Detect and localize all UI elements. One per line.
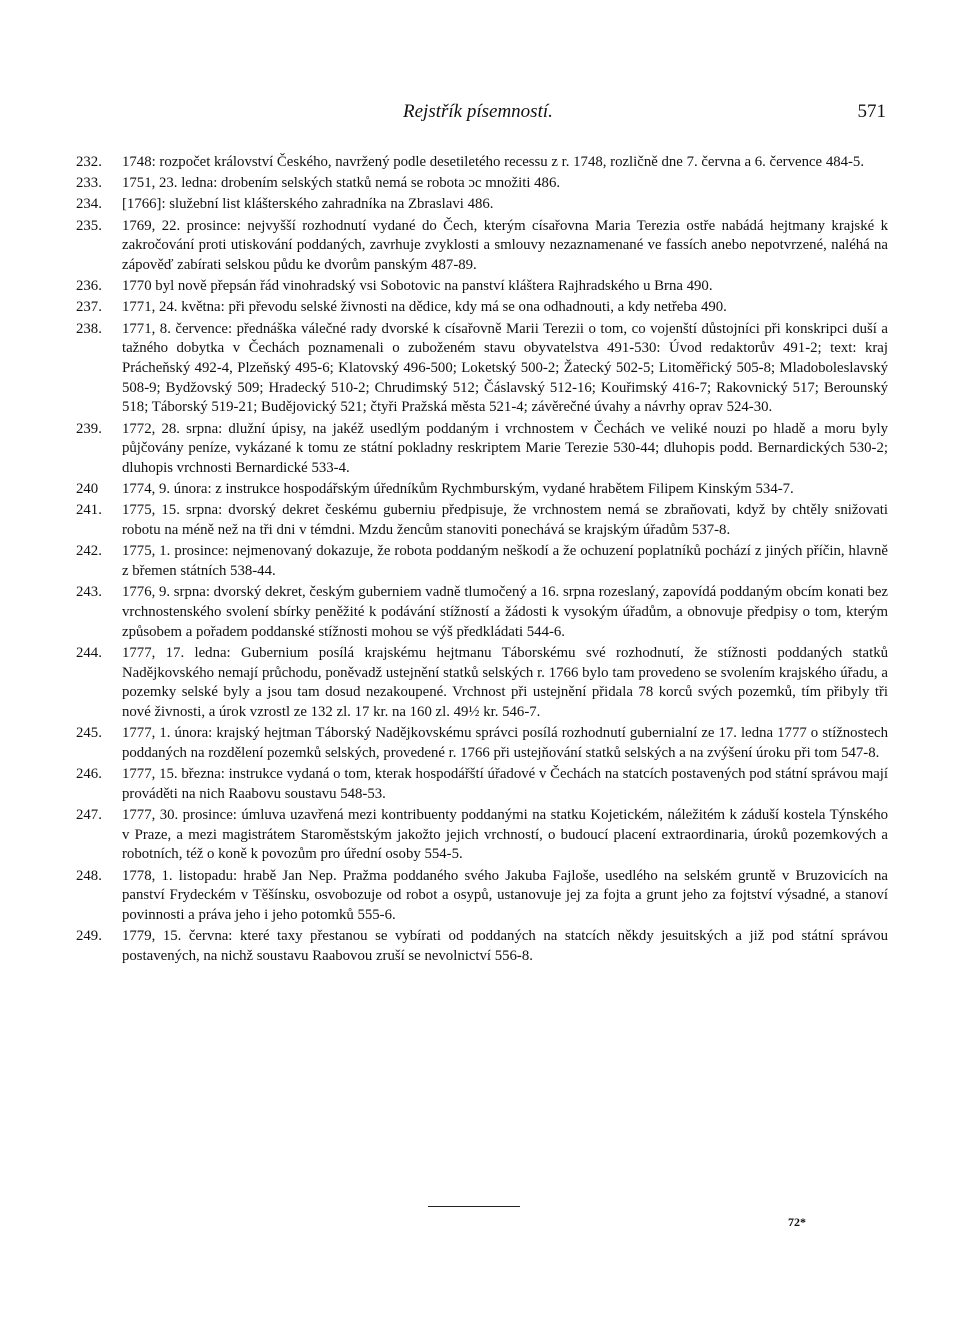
- document-entry: [0, 277, 960, 297]
- document-entry: [0, 501, 960, 540]
- entry-text: 1771, 8. července: přednáška válečné rady dvorské k císařovně Marii Terezii o tom, co vojenští důstojníci při konskripci duší a tažného dobytka v Čechách poznamenali o zuboženém stavu obyvatelstva 491-530: Úvod redaktorův 491-2; text: kraj Prácheňský 492-4, Plzeňský 495-6; Klatovský 496-500; Loketský 500-2; Žatecký 502-5; Litoměřický 505-8; Mladoboleslavský 508-9; Bydžovský 509; Hradecký 510-2; Chrudimský 512; Čáslavský 512-16; Kouřimský 416-7; Rakovnický 517; Berounský 518; Táborský 519-21; Budějovický 521; čtyři Pražská města 521-4; závěrečné úvahy a návrhy oprav 524-30.: [122, 320, 888, 416]
- page-number: 571: [857, 101, 886, 122]
- running-title: Rejstřík písemností.: [403, 101, 553, 122]
- document-entry: [0, 765, 960, 804]
- entry-number: 233.: [76, 175, 102, 192]
- document-entry: [0, 724, 960, 763]
- footer-rule: [428, 1206, 520, 1207]
- page-header: [0, 101, 960, 129]
- entry-text: 1772, 28. srpna: dlužní úpisy, na jakéž usedlým poddaným i vrchnostem v Čechách ve veliké nouzi po hladě a moru byly půjčovány peníze, vykázané k tomu ze státní pokladny reskriptem Marie Terezie 530-44; dluhopis podd. Bernardických 530-2; dluhopis vrchnosti Bernardické 533-4.: [122, 420, 888, 477]
- document-entry: [0, 927, 960, 966]
- signature-mark: 72*: [788, 1215, 806, 1229]
- document-entry: [0, 153, 960, 173]
- document-entry: [0, 806, 960, 865]
- entry-number: 239.: [76, 420, 102, 437]
- entry-text: 1771, 24. května: při převodu selské živnosti na dědice, kdy má se ona odhadnouti, a kdy netřeba 490.: [122, 299, 727, 316]
- document-entry: [0, 298, 960, 318]
- entry-number: 232.: [76, 154, 102, 170]
- entry-number: 247.: [76, 807, 102, 823]
- document-entry: [0, 174, 960, 194]
- entry-number: 242.: [76, 543, 102, 560]
- document-entry: [0, 195, 960, 215]
- entry-text: 1774, 9. února: z instrukce hospodářským úředníkům Rychmburským, vydané hrabětem Filipem Kinským 534-7.: [122, 481, 794, 498]
- entry-number: 236.: [76, 278, 102, 295]
- entry-text: 1777, 1. února: krajský hejtman Táborský Nadějkovskému správci posílá rozhodnutí gubernialní ze 17. ledna 1777 o stížnostech poddaných na rozdělení pozemků selských, provedené r. 1766 při ustejňování statků selských a na zvýšení úroku při tom 547-8.: [122, 725, 888, 761]
- entry-number: 248.: [76, 867, 102, 884]
- document-entry: [0, 542, 960, 581]
- document-entry: [0, 867, 960, 926]
- document-entry: [0, 583, 960, 642]
- entry-text: 1748: rozpočet království Českého, navržený podle desetiletého recessu z r. 1748, rozličně dne 7. června a 6. července 484-5.: [122, 154, 865, 170]
- entry-text: 1751, 23. ledna: drobením selských statků nemá se robota ɔc množiti 486.: [122, 175, 561, 192]
- entry-number: 244.: [76, 644, 102, 661]
- entry-text: 1776, 9. srpna: dvorský dekret, českým guberniem vadně tlumočený a 16. srpna rozeslaný, zapovídá poddaným obcím konati bez vrchnostenského svolení sbírky peněžité k podávání stížností a žádosti k vysokým úřadům, a obnovuje předpisy o tom, kterým způsobem a pořadem poddanské stížnosti mohou se výš předkládati 544-6.: [122, 584, 888, 640]
- entry-text: 1770 byl nově přepsán řád vinohradský vsi Sobotovic na panství kláštera Rajhradského u Brna 490.: [122, 278, 713, 295]
- entry-number: 246.: [76, 766, 102, 783]
- entry-number: 249.: [76, 928, 102, 945]
- entry-number: 235.: [76, 217, 102, 234]
- entry-text: 1778, 1. listopadu: hrabě Jan Nep. Pražma poddaného svého Jakuba Fajloše, usedlého na selském gruntě v Bruzovicích na panství Frydeckém v Těšínsku, osvobozuje od robot a osypů, ustanovuje jej za fojta a grunt jeho za fojtství výsadné, a stanoví povinnosti a práva jeho i jeho potomků 555-6.: [122, 867, 888, 924]
- entry-number: 243.: [76, 584, 102, 601]
- document-entry: [0, 420, 960, 479]
- entry-number: 237.: [76, 299, 102, 316]
- entry-text: 1769, 22. prosince: nejvyšší rozhodnutí vydané do Čech, kterým císařovna Maria Terezia ostře nabádá hejtmany krajské k zakročování proti utiskování poddaných, zavrhuje zvyklosti a smlouvy nezaznamenané ve fassích anebo nepotvrzené, naléhá na zápověď zabírati selskou půdu ke dvorům panským 487-89.: [122, 217, 888, 274]
- entry-number: 240: [76, 481, 99, 498]
- entry-text: 1777, 15. března: instrukce vydaná o tom, kterak hospodářští úřadové v Čechách na statcích postavených pod státní správou mají prováděti na nich Raabovu soustavu 548-53.: [122, 766, 888, 802]
- document-entries: [0, 153, 960, 968]
- entry-number: 241.: [76, 502, 102, 519]
- entry-number: 245.: [76, 725, 102, 742]
- entry-text: 1777, 30. prosince: úmluva uzavřená mezi kontribuenty poddanými na statku Kojetickém, náležitém k záduší kostela Týnského v Praze, a mezi magistrátem Staroměstským jakožto jejich vrchností, o budoucí placení extraordinaria, úroků pozemkových a robotních, též o koně k povozům pro úřední osoby 554-5.: [122, 807, 888, 863]
- document-entry: [0, 320, 960, 419]
- entry-text: 1775, 15. srpna: dvorský dekret českému guberniu předpisuje, že vrchnostem nemá se zbraňovati, když by chtěly snižovati robotu na méně než na tři dni v témdni. Mzdu žencům stanoviti ponechává se krajským úřadům 537-8.: [122, 502, 888, 539]
- document-entry: [0, 644, 960, 723]
- document-entry: [0, 480, 960, 500]
- document-entry: [0, 217, 960, 276]
- entry-text: 1779, 15. června: které taxy přestanou se vybírati od poddaných na statcích někdy jesuitských a již pod státní správou postavených, na nichž soustavu Raabovou zruší se nevolnictví 556-8.: [122, 928, 888, 964]
- entry-text: 1777, 17. ledna: Gubernium posílá krajskému hejtmanu Táborskému své rozhodnutí, že stížnosti poddaných statků Nadějkovského nemají průchodu, poněvadž ustejnění statků selských r. 1766 bylo tam provedeno se svolením krajského úřadu, a pozemky selské byly a jsou tam dosud nezakoupené. Vrchnost při ustejnění přidala 78 korců svých pozemků, tím přibyly tři nové živnosti, a úrok vzrostl ze 132 zl. 17 kr. na 160 zl. 49½ kr. 546-7.: [122, 644, 888, 720]
- entry-number: 238.: [76, 320, 102, 337]
- entry-number: 234.: [76, 196, 102, 213]
- entry-text: 1775, 1. prosince: nejmenovaný dokazuje, že robota poddaným neškodí a že ochuzení poplatníků pochází z jiných příčin, hlavně z břemen státních 538-44.: [122, 543, 888, 580]
- entry-text: [1766]: služební list klášterského zahradníka na Zbraslavi 486.: [122, 196, 494, 213]
